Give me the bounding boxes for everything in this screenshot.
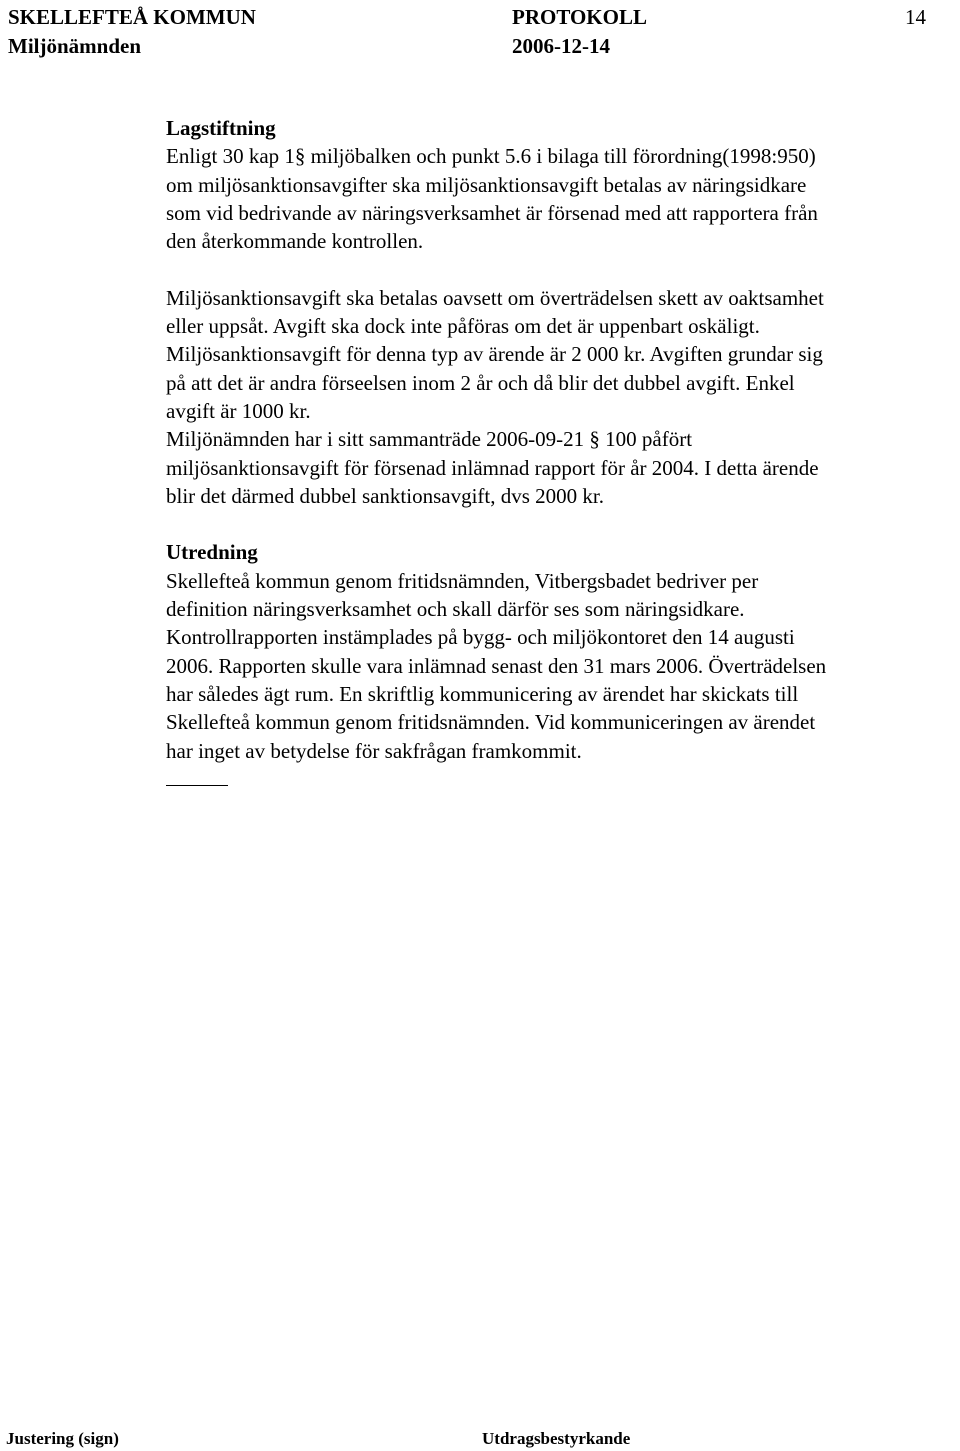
paragraph-gap [166, 510, 946, 538]
text-line: Enligt 30 kap 1§ miljöbalken och punkt 5.6 i bilaga till förordning(1998:950) [166, 144, 816, 169]
section-heading-utredning: Utredning [166, 540, 258, 565]
section-end-rule [166, 785, 228, 786]
text-line: om miljösanktionsavgifter ska miljösanktionsavgift betalas av näringsidkare [166, 172, 807, 197]
text-line: Skellefteå kommun genom fritidsnämnden. Vid kommuniceringen av ärendet [166, 710, 816, 735]
text-line: som vid bedrivande av näringsverksamhet är försenad med att rapportera från [166, 200, 818, 225]
text-line: på att det är andra förseelsen inom 2 år och då blir det dubbel avgift. Enkel [166, 370, 795, 395]
paragraph-lagstiftning-1 [166, 142, 946, 255]
text-line: har inget av betydelse för sakfrågan framkommit. [166, 738, 582, 763]
text-line: avgift är 1000 kr. [166, 398, 311, 423]
paragraph-gap [166, 255, 946, 283]
page-number: 14 [905, 5, 926, 29]
document-body [166, 114, 946, 786]
footer-utdragsbestyrkande: Utdragsbestyrkande [482, 1429, 631, 1448]
text-line: miljösanktionsavgift för försenad inlämnad rapport för år 2004. I detta ärende [166, 455, 819, 480]
header-committee: Miljönämnden [8, 34, 142, 58]
text-line: Kontrollrapporten instämplades på bygg- och miljökontoret den 14 augusti [166, 625, 795, 650]
text-line: definition näringsverksamhet och skall därför ses som näringsidkare. [166, 597, 745, 622]
section-heading-lagstiftning: Lagstiftning [166, 116, 276, 140]
text-line: Miljönämnden har i sitt sammanträde 2006-09-21 § 100 påfört [166, 427, 693, 452]
paragraph-lagstiftning-2 [166, 284, 946, 510]
header-date: 2006-12-14 [512, 34, 610, 58]
header-doc-type: PROTOKOLL [512, 5, 647, 29]
paragraph-utredning-1 [166, 567, 946, 765]
header-organization: SKELLEFTEÅ KOMMUN [8, 5, 256, 29]
text-line: blir det därmed dubbel sanktionsavgift, dvs 2000 kr. [166, 483, 605, 508]
text-line: den återkommande kontrollen. [166, 229, 424, 254]
text-line: Miljösanktionsavgift ska betalas oavsett om överträdelsen skett av oaktsamhet [166, 285, 824, 310]
text-line: Skellefteå kommun genom fritidsnämnden, Vitbergsbadet bedriver per [166, 568, 759, 593]
text-line: eller uppsåt. Avgift ska dock inte påföras om det är uppenbart oskäligt. [166, 314, 760, 339]
footer-justering: Justering (sign) [6, 1429, 119, 1448]
text-line: 2006. Rapporten skulle vara inlämnad senast den 31 mars 2006. Överträdelsen [166, 653, 827, 678]
text-line: Miljösanktionsavgift för denna typ av ärende är 2 000 kr. Avgiften grundar sig [166, 342, 823, 367]
text-line: har således ägt rum. En skriftlig kommunicering av ärendet har skickats till [166, 681, 799, 706]
